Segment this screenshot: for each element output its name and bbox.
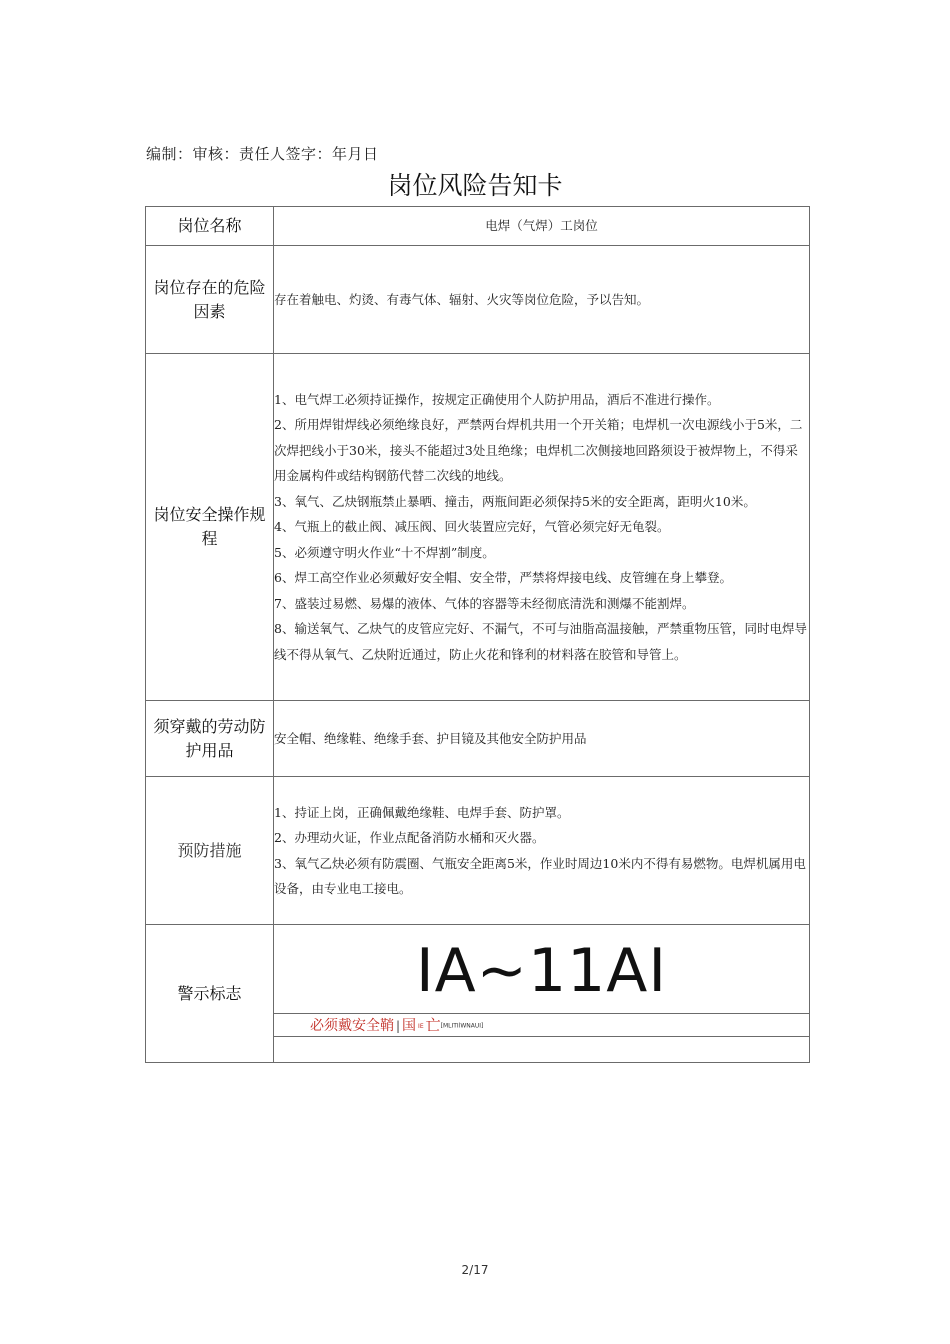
warning-caption-guo: 国 [402,1018,417,1034]
page-title: 岗位风险告知卡 [387,171,563,200]
warning-caption-tiny: IE [418,1022,424,1030]
warning-sign-text [274,925,810,1014]
rule-item: 6、焊工高空作业必须戴好安全帽、安全带，严禁将焊接电线、皮管缠在身上攀登。 [274,570,732,586]
risk-notice-table [145,206,810,1063]
rule-item: 5、必须遵守明火作业“十不焊割”制度。 [274,544,495,560]
label-hazards: 岗位存在的危险因素 [146,246,274,354]
rule-item: 3、氧气、乙炔钢瓶禁止暴晒、撞击，两瓶间距必须保持5米的安全距离，距明火10米。 [274,493,756,509]
rule-item: 8、输送氧气、乙炔气的皮管应完好、不漏气，不可与油脂高温接触，严禁重物压管，同时电焊导线不得从氧气、乙炔附近通过，防止火花和锋利的材料落在胶管和导管上。 [274,621,807,662]
label-warning: 警示标志 [146,925,274,1063]
value-hazards: 存在着触电、灼烫、有毒气体、辐射、火灾等岗位危险，予以告知。 [274,246,810,354]
warning-caption-code: [MLITIlWNAUI] [440,1022,484,1030]
row-rules [146,354,810,701]
row-post-name [146,207,810,246]
prevention-item: 3、氧气乙炔必须有防震圈、气瓶安全距离5米，作业时周边10米内不得有易燃物。电焊机属用电设备，由专业电工接电。 [274,855,806,896]
prevention-list [274,777,810,925]
rule-item: 4、气瓶上的截止阀、减压阀、回火装置应完好，气管必须完好无龟裂。 [274,519,670,535]
rule-item: 2、所用焊钳焊线必须绝缘良好，严禁两台焊机共用一个开关箱；电焊机一次电源线小于5米，二次焊把线小于30米，接头不能超过3处且绝缘；电焊机二次侧接地回路须设于被焊物上，不得采用金属构件或结构钢筋代替二次线的地线。 [274,417,803,484]
label-post-name: 岗位名称 [146,207,274,246]
warning-empty-cell [274,1037,810,1063]
rules-list [274,354,810,701]
value-ppe: 安全帽、绝缘鞋、绝缘手套、护目镜及其他安全防护用品 [274,701,810,777]
prevention-item: 2、办理动火证，作业点配备消防水桶和灭火器。 [274,830,545,845]
label-prevention: 预防措施 [146,777,274,925]
rule-item: 1、电气焊工必须持证操作，按规定正确使用个人防护用品，酒后不准进行操作。 [274,391,720,407]
label-ppe: 须穿戴的劳动防护用品 [146,701,274,777]
row-warning [146,925,810,1014]
prevention-item: 1、持证上岗，正确佩戴绝缘鞋、电焊手套、防护罩。 [274,804,570,820]
row-hazards [146,246,810,354]
row-prevention [146,777,810,925]
warning-caption [274,1014,809,1036]
warning-caption-wang: 亡 [425,1016,441,1034]
warning-caption-cell [274,1014,810,1037]
label-rules: 岗位安全操作规程 [146,354,274,701]
warning-caption-red: 必须戴安全鞘 [310,1018,394,1034]
warning-caption-bar: | [396,1019,401,1033]
page-number: 2/17 [461,1263,489,1277]
document-header: 编制：审核：责任人签字：年月日 [146,145,379,163]
warning-sign-large: IA~11AI [415,936,668,1006]
row-ppe [146,701,810,777]
rule-item: 7、盛装过易燃、易爆的液体、气体的容器等未经彻底清洗和测爆不能割焊。 [274,595,695,611]
value-post-name: 电焊（气焊）工岗位 [274,207,810,246]
